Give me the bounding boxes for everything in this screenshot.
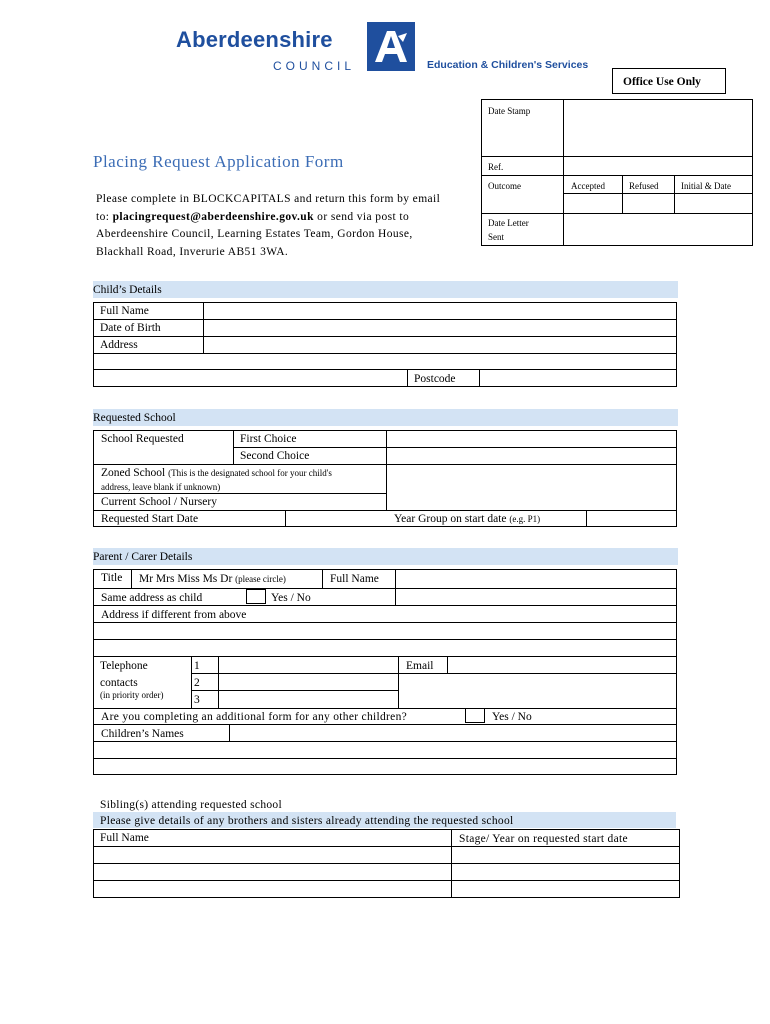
phone-field-2[interactable] [220,674,397,689]
additional-form-label: Are you completing an additional form for any other children? [101,711,408,723]
school-requested-label: School Requested [101,433,184,445]
children-names-field-2[interactable] [94,742,676,757]
child-postcode-label: Postcode [414,373,456,385]
first-choice-field[interactable] [388,431,676,446]
same-address-checkbox[interactable] [246,589,266,604]
section-band-child [93,281,678,298]
priority-order-label: (in priority order) [100,690,164,700]
parent-full-name-label: Full Name [330,573,379,585]
email-field-extra[interactable] [400,674,676,707]
zoned-school-note: (This is the designated school for your child's [168,468,332,478]
sibling-stage-label: Stage/ Year on requested start date [459,833,628,845]
title-options[interactable] [139,572,286,586]
parent-address-field-1[interactable] [290,606,676,621]
phone-number-1-label: 1 [194,660,200,672]
additional-form-checkbox[interactable] [465,708,485,723]
zoned-school-label [101,466,332,480]
first-choice-label: First Choice [240,433,297,445]
org-sub: COUNCIL [273,59,356,73]
ref-label: Ref. [488,162,504,172]
children-names-field-1[interactable] [231,725,676,740]
parent-section-heading: Parent / Carer Details [93,551,193,563]
initial-date-label: Initial & Date [681,181,731,191]
refused-label: Refused [629,181,659,191]
same-address-yes-no: Yes / No [271,592,311,604]
school-section-heading: Requested School [93,412,176,424]
intro-text [96,191,456,261]
child-address-line2-field[interactable] [94,354,676,368]
parent-address-field-3[interactable] [94,640,676,655]
date-stamp-label: Date Stamp [488,106,531,116]
address-different-label: Address if different from above [101,609,247,621]
zoned-school-note-2: address, leave blank if unknown) [101,482,221,492]
email-field[interactable] [449,657,676,672]
title-options-note: (please circle) [235,574,286,584]
current-school-field[interactable] [250,494,385,509]
year-group-label [394,512,540,526]
section-band-school [93,409,678,426]
phone-field-1[interactable] [220,657,397,672]
org-name: Aberdeenshire [176,27,333,52]
child-postcode-field[interactable] [481,370,676,386]
zoned-school-field[interactable] [388,465,676,493]
phone-field-3[interactable] [220,691,397,707]
phone-number-3-label: 3 [194,694,200,706]
sibling-stage-field-1[interactable] [452,847,679,862]
sibling-name-field-3[interactable] [94,881,450,897]
date-letter-sent-label: Sent [488,232,505,242]
second-choice-label: Second Choice [240,450,310,462]
intro-email: placingrequest@aberdeenshire.gov.uk [112,210,314,223]
sibling-full-name-label: Full Name [100,832,149,844]
second-choice-field[interactable] [388,448,676,463]
service-name: Education & Children's Services [427,59,589,71]
child-address-field[interactable] [205,337,676,352]
title-label: Title [101,572,123,584]
telephone-label: Telephone [100,660,148,672]
children-names-field-3[interactable] [94,759,676,774]
child-full-name-label: Full Name [100,305,149,317]
phone-number-2-label: 2 [194,677,200,689]
child-dob-label: Date of Birth [100,322,161,334]
contacts-label: contacts [100,677,138,689]
sibling-name-field-2[interactable] [94,864,450,879]
current-school-label: Current School / Nursery [101,496,217,508]
same-address-label: Same address as child [101,592,203,604]
year-group-eg: (e.g. P1) [509,514,541,524]
year-group-text: Year Group on start date [394,513,507,525]
intro-text-1: Please complete in BLOCKCAPITALS and return this form by email to: [96,193,441,223]
zoned-school-text: Zoned School [101,467,166,479]
year-group-field[interactable] [588,511,676,526]
siblings-subheading: Please give details of any brothers and sisters already attending the requested school [100,815,514,827]
sibling-name-field-1[interactable] [94,847,450,862]
parent-address-field-2[interactable] [94,623,676,638]
date-letter-label: Date Letter [488,218,529,228]
parent-full-name-field[interactable] [397,570,676,587]
council-logo-icon [367,22,415,71]
additional-form-yes-no: Yes / No [492,711,532,723]
sibling-stage-field-3[interactable] [452,881,679,897]
siblings-heading: Sibling(s) attending requested school [100,799,282,811]
child-section-heading: Child’s Details [93,284,162,296]
accepted-label: Accepted [571,181,605,191]
sibling-stage-field-2[interactable] [452,864,679,879]
start-date-field[interactable] [287,511,385,526]
email-label: Email [406,660,434,672]
intro-text-2: or send via post to Aberdeenshire Council, Learning Estates Team, Gordon House, Blackhall Road, Inverurie AB51 3WA. [96,210,413,258]
children-names-label: Children’s Names [101,728,184,740]
page-title: Placing Request Application Form [93,152,344,171]
start-date-label: Requested Start Date [101,513,199,525]
title-options-text: Mr Mrs Miss Ms Dr [139,573,233,585]
child-full-name-field[interactable] [205,303,676,318]
office-use-label: Office Use Only [623,76,701,88]
outcome-label: Outcome [488,181,521,191]
child-address-label: Address [100,339,138,351]
child-dob-field[interactable] [205,320,676,335]
